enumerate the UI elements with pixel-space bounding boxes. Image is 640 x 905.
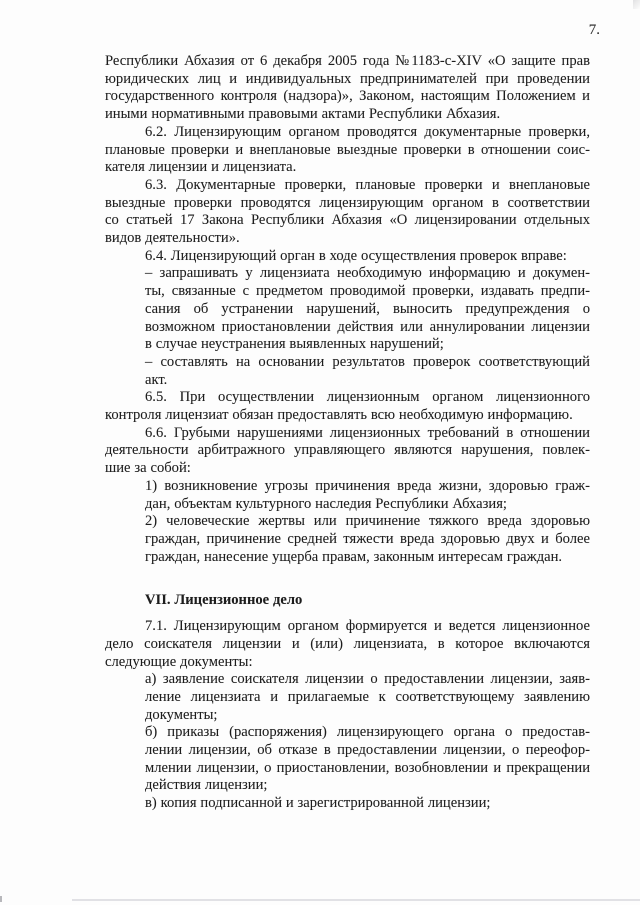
text-line: ление лицензиата и прилагаемые к соответствующему заявлению — [145, 688, 590, 705]
scan-artifact-tick — [0, 896, 2, 902]
text-line: дело соискателя лицензии и (или) лицензиата, в которое включаются — [105, 635, 590, 652]
text-line: дан, объектам культурного наследия Республики Абхазия; — [145, 495, 507, 512]
paragraph — [145, 478, 590, 513]
text-line: документы; — [145, 706, 218, 723]
text-line: иными нормативными правовыми актами Республики Абхазия. — [105, 106, 501, 123]
text-line: 6.5. При осуществлении лицензионным органом лицензионного — [145, 389, 590, 406]
text-line: 7.1. Лицензирующим органом формируется и ведется лицензионное — [145, 618, 590, 635]
text-line: 6.6. Грубыми нарушениями лицензионных требований в отношении — [145, 424, 590, 441]
text-line: кателя лицензии и лицензиата. — [105, 159, 297, 176]
text-line: сания об устранении нарушений, выносить предупреждения о — [145, 300, 590, 317]
text-line: а) заявление соискателя лицензии о предоставлении лицензии, заяв- — [145, 671, 590, 688]
text-line: граждан, причинение средней тяжести вреда здоровью двух и более — [145, 530, 590, 547]
paragraph — [105, 53, 590, 124]
text-line: 6.3. Документарные проверки, плановые проверки и внеплановые — [145, 176, 590, 193]
paragraph — [145, 795, 590, 813]
text-line: плановые проверки и внеплановые выездные проверки в отношении соис- — [105, 141, 590, 158]
text-line: – запрашивать у лицензиата необходимую информацию и докумен- — [145, 265, 590, 282]
text-line: со статьей 17 Закона Республики Абхазия «О лицензировании отдельных — [105, 212, 590, 229]
text-line: выездные проверки проводятся лицензирующим органом в соответствии — [105, 194, 590, 211]
text-line: 2) человеческие жертвы или причинение тяжкого вреда здоровью — [145, 513, 590, 530]
paragraph — [105, 425, 590, 478]
paragraph — [105, 177, 590, 248]
text-line: юридических лиц и индивидуальных предпринимателей при проведении — [105, 70, 590, 87]
paragraph — [105, 124, 590, 177]
text-line: б) приказы (распоряжения) лицензирующего органа о предостав- — [145, 724, 590, 741]
text-line: видов деятельности». — [105, 230, 240, 247]
text-line: возможном приостановлении действия или аннулировании лицензии — [145, 318, 590, 335]
text-line: следующие документы: — [105, 653, 253, 670]
section-heading — [145, 592, 590, 610]
text-line: деятельности арбитражного управляющего являются нарушения, повлек- — [105, 442, 590, 459]
paragraph — [105, 389, 590, 424]
text-line: государственного контроля (надзора)», Законом, настоящим Положением и — [105, 88, 590, 105]
page-number: 7. — [588, 22, 600, 38]
paragraph — [145, 724, 590, 795]
text-line: Республики Абхазия от 6 декабря 2005 года №1183-с-XIV «О защите прав — [105, 53, 590, 69]
text-line: VII. Лицензионное дело — [145, 592, 303, 609]
paragraph — [145, 671, 590, 724]
scan-artifact-smudge — [633, 0, 640, 9]
text-line: 6.2. Лицензирующим органом проводятся документарные проверки, — [145, 123, 590, 140]
text-line: действия лицензии; — [145, 777, 268, 794]
text-line: ты, связанные с предметом проводимой проверки, издавать предпи- — [145, 283, 590, 300]
text-line: 6.4. Лицензирующий орган в ходе осуществления проверок вправе: — [145, 247, 567, 264]
text-line: – составлять на основании результатов проверок соответствующий — [145, 353, 590, 370]
text-line: шие за собой: — [105, 460, 191, 477]
paragraph — [145, 354, 590, 389]
paragraph — [145, 513, 590, 566]
scan-artifact-line — [72, 899, 640, 901]
text-line: лении лицензии, об отказе в предоставлении лицензии, о переофор- — [145, 742, 590, 759]
paragraph — [105, 248, 590, 266]
paragraph — [105, 618, 590, 671]
text-line: акт. — [145, 371, 168, 388]
text-line: граждан, нанесение ущерба правам, законным интересам граждан. — [145, 548, 563, 565]
document-body — [105, 53, 590, 813]
text-line: млении лицензии, о приостановлении, возобновлении и прекращении — [145, 759, 590, 776]
text-line: в случае неустранения выявленных нарушений; — [145, 336, 444, 353]
text-line: в) копия подписанной и зарегистрированной лицензии; — [145, 795, 491, 812]
paragraph — [145, 265, 590, 354]
text-line: контроля лицензиат обязан предоставлять всю необходимую информацию. — [105, 407, 573, 424]
text-line: 1) возникновение угрозы причинения вреда жизни, здоровью граж- — [145, 477, 590, 494]
